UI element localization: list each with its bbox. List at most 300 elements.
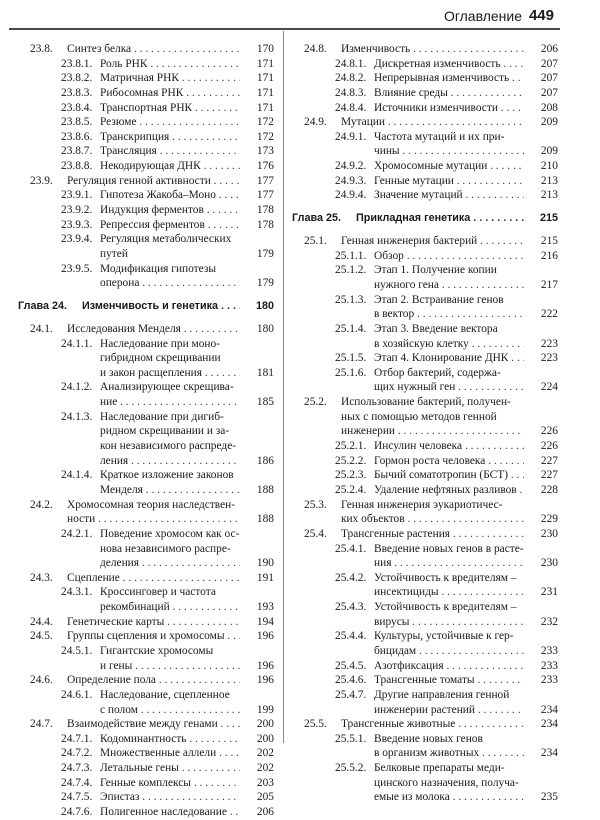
toc-entry-page: 199 xyxy=(244,703,274,717)
toc-entry-title: ние . . . xyxy=(100,395,240,409)
toc-chapter-entry xyxy=(292,203,558,234)
toc-entry-title: оперона . . . xyxy=(100,276,240,290)
toc-entry xyxy=(292,512,558,527)
toc-entry xyxy=(292,174,558,189)
toc-entry xyxy=(18,732,274,747)
toc-entry xyxy=(18,703,274,718)
toc-entry xyxy=(292,571,558,586)
toc-entry-number: 25.4.1. xyxy=(335,542,367,555)
toc-entry xyxy=(18,203,274,218)
toc-entry-title: цинского назначения, получа- xyxy=(374,776,519,789)
toc-entry-page: 207 xyxy=(528,71,558,85)
toc-entry-title: чины . . . xyxy=(374,144,524,158)
toc-entry-page: 188 xyxy=(244,512,274,526)
toc-entry xyxy=(292,278,558,293)
toc-entry-title: Этап 2. Встраивание генов xyxy=(374,293,504,306)
toc-entry xyxy=(18,42,274,57)
toc-entry-title: Азотфиксация . . . xyxy=(374,659,524,673)
toc-entry xyxy=(18,439,274,454)
toc-entry-title: инсектициды . . . xyxy=(374,585,524,599)
toc-entry xyxy=(292,380,558,395)
toc-entry-title: Анализирующее скрещива- xyxy=(100,381,234,394)
toc-entry-page: 215 xyxy=(528,234,558,248)
toc-entry-page: 235 xyxy=(528,790,558,804)
toc-entry-number: 25.5.1. xyxy=(335,732,367,745)
toc-entry-title: Модификация гипотезы xyxy=(100,262,217,275)
toc-entry xyxy=(292,86,558,101)
toc-entry-page: 188 xyxy=(244,483,274,497)
toc-entry xyxy=(18,776,274,791)
toc-entry xyxy=(18,57,274,72)
toc-entry-number: 24.8.1. xyxy=(335,57,367,70)
toc-entry-title: Регуляция метаболических xyxy=(100,233,232,246)
toc-entry-number: 23.9.1. xyxy=(61,189,93,202)
toc-entry xyxy=(292,732,558,747)
toc-entry xyxy=(18,629,274,644)
toc-entry-title: Транскрипция . . . xyxy=(100,130,240,144)
toc-entry xyxy=(18,454,274,469)
toc-entry-number: 24.9.2. xyxy=(335,160,367,173)
toc-entry-number: 25.2.2. xyxy=(335,454,367,467)
toc-entry-number: 23.9.5. xyxy=(61,262,93,275)
toc-entry-title: щих нужный ген . . . xyxy=(374,380,524,394)
toc-entry-title: Кроссинговер и частота xyxy=(100,586,216,599)
toc-entry-page: 191 xyxy=(244,571,274,585)
toc-entry xyxy=(292,688,558,703)
toc-entry-page: 227 xyxy=(528,454,558,468)
toc-entry-number: 24.7.1. xyxy=(61,732,93,745)
toc-entry xyxy=(18,659,274,674)
toc-entry xyxy=(18,337,274,352)
toc-entry xyxy=(18,483,274,498)
toc-entry-page: 206 xyxy=(528,42,558,56)
toc-entry-number: 24.8.3. xyxy=(335,86,367,99)
toc-entry-page: 232 xyxy=(528,615,558,629)
toc-entry xyxy=(18,101,274,116)
toc-entry-title: Наследование, сцепленное xyxy=(100,688,230,701)
toc-entry-number: 24.7.2. xyxy=(61,747,93,760)
toc-entry xyxy=(292,337,558,352)
toc-entry-page: 179 xyxy=(244,276,274,290)
toc-entry-title: Трансгенные томаты . . . xyxy=(374,673,524,687)
toc-entry-number: 25.3. xyxy=(304,498,327,511)
toc-entry xyxy=(292,395,558,410)
toc-entry-number: 24.3.1. xyxy=(61,586,93,599)
toc-entry xyxy=(18,468,274,483)
toc-entry-title: Эпистаз . . . xyxy=(100,790,240,804)
toc-entry-number: 24.9.3. xyxy=(335,174,367,187)
toc-entry-page: 226 xyxy=(528,439,558,453)
toc-entry-title: Гигантские хромосомы xyxy=(100,644,214,657)
toc-entry-title: Синтез белка . . . xyxy=(67,42,240,56)
toc-entry xyxy=(292,424,558,439)
toc-entry-page: 209 xyxy=(528,144,558,158)
toc-entry-page: 172 xyxy=(244,130,274,144)
toc-entry-title: Бычий соматотропин (БСТ) . . . xyxy=(374,468,524,482)
toc-entry-title: Трансгенные животные . . . xyxy=(341,717,524,731)
toc-entry-number: 25.4.5. xyxy=(335,659,367,672)
toc-entry-page: 216 xyxy=(528,249,558,263)
toc-entry-page: 234 xyxy=(528,703,558,717)
toc-entry-title: Изменчивость и генетика . . . xyxy=(82,299,240,313)
toc-entry xyxy=(292,410,558,425)
toc-entry xyxy=(18,86,274,101)
toc-entry-page: 180 xyxy=(244,322,274,336)
toc-entry xyxy=(18,805,274,820)
toc-entry-page: 229 xyxy=(528,512,558,526)
toc-entry xyxy=(292,130,558,145)
toc-entry xyxy=(292,159,558,174)
toc-entry xyxy=(292,307,558,322)
toc-entry-title: Краткое изложение законов xyxy=(100,469,234,482)
toc-entry-page: 193 xyxy=(244,600,274,614)
toc-entry-page: 208 xyxy=(528,101,558,115)
toc-entry-number: 25.1.6. xyxy=(335,366,367,379)
toc-entry-number: 24.7.5. xyxy=(61,791,93,804)
toc-entry-page: 179 xyxy=(244,247,274,261)
toc-entry-title: путей xyxy=(100,247,128,260)
toc-entry-number: 25.2.4. xyxy=(335,483,367,496)
toc-entry-number: 23.8.2. xyxy=(61,72,93,85)
toc-entry-title: ления . . . xyxy=(100,454,240,468)
toc-entry xyxy=(18,571,274,586)
toc-entry-number: 25.1.2. xyxy=(335,264,367,277)
toc-entry-number: 24.2. xyxy=(30,498,53,511)
toc-entry-number: 24.7.4. xyxy=(61,776,93,789)
toc-entry xyxy=(18,218,274,233)
toc-entry xyxy=(292,673,558,688)
toc-entry-number: 25.1.1. xyxy=(335,249,367,262)
toc-entry xyxy=(18,262,274,277)
toc-entry-title: Гормон роста человека . . . xyxy=(374,454,524,468)
toc-entry xyxy=(292,746,558,761)
toc-entry-title: и гены . . . xyxy=(100,659,240,673)
toc-entry-page: 234 xyxy=(528,717,558,731)
toc-entry-title: Регуляция генной активности . . . xyxy=(67,174,240,188)
toc-entry xyxy=(292,615,558,630)
toc-entry-page: 230 xyxy=(528,556,558,570)
toc-entry xyxy=(18,527,274,542)
toc-entry-title: Этап 1. Получение копии xyxy=(374,264,497,277)
toc-entry-page: 181 xyxy=(244,366,274,380)
toc-entry-page: 171 xyxy=(244,101,274,115)
toc-entry xyxy=(292,703,558,718)
toc-right-column xyxy=(292,42,558,805)
toc-entry-page: 202 xyxy=(244,746,274,760)
toc-entry xyxy=(18,498,274,513)
toc-entry xyxy=(18,746,274,761)
toc-entry-number: 25.2.1. xyxy=(335,440,367,453)
toc-entry-title: Непрерывная изменчивость . . . xyxy=(374,71,524,85)
toc-entry-page: 222 xyxy=(528,307,558,321)
toc-entry-page: 223 xyxy=(528,337,558,351)
toc-entry-title: в организм животных . . . xyxy=(374,746,524,760)
toc-entry-number: 23.9.2. xyxy=(61,204,93,217)
toc-entry xyxy=(18,351,274,366)
toc-entry-page: 185 xyxy=(244,395,274,409)
toc-entry xyxy=(18,144,274,159)
toc-entry-page: 215 xyxy=(528,211,558,225)
toc-entry xyxy=(292,351,558,366)
toc-entry-title: Устойчивость к вредителям – xyxy=(374,601,517,614)
toc-entry-number: 23.8. xyxy=(30,43,53,55)
toc-entry-title: Группы сцепления и хромосомы . . . xyxy=(67,629,240,643)
toc-entry-number: 25.4. xyxy=(304,527,327,540)
toc-entry xyxy=(292,483,558,498)
toc-entry-number: 25.5. xyxy=(304,718,327,731)
toc-entry-number: 23.8.7. xyxy=(61,145,93,158)
toc-entry-page: 177 xyxy=(244,188,274,202)
toc-entry-title: емые из молока . . . xyxy=(374,790,524,804)
toc-entry-title: Гипотеза Жакоба–Моно . . . xyxy=(100,188,240,202)
toc-entry-page: 233 xyxy=(528,644,558,658)
toc-entry-page: 171 xyxy=(244,71,274,85)
toc-entry-title: Рибосомная РНК . . . xyxy=(100,86,240,100)
toc-entry-title: Транспортная РНК . . . xyxy=(100,101,240,115)
toc-entry-title: ния . . . xyxy=(374,556,524,570)
toc-entry-title: Прикладная генетика . . . xyxy=(356,211,524,225)
toc-entry-title: Значение мутаций . . . xyxy=(374,188,524,202)
toc-entry-title: Матричная РНК . . . xyxy=(100,71,240,85)
toc-entry xyxy=(292,144,558,159)
toc-entry-title: нова независимого распре- xyxy=(100,542,231,555)
toc-entry xyxy=(292,249,558,264)
toc-entry-page: 224 xyxy=(528,380,558,394)
toc-entry-number: 25.2. xyxy=(304,396,327,409)
toc-entry-title: в хозяйскую клетку . . . xyxy=(374,337,524,351)
toc-entry xyxy=(292,600,558,615)
toc-entry-title: Исследования Менделя . . . xyxy=(67,322,240,336)
toc-entry-page: 203 xyxy=(244,776,274,790)
toc-entry-number: 24.7. xyxy=(30,718,53,731)
toc-entry-page: 231 xyxy=(528,585,558,599)
toc-entry-title: Введение новых генов в расте- xyxy=(374,542,524,555)
toc-entry-title: деления . . . xyxy=(100,556,240,570)
toc-entry-page: 178 xyxy=(244,218,274,232)
toc-entry-page: 170 xyxy=(244,42,274,56)
toc-entry-page: 207 xyxy=(528,86,558,100)
toc-entry-page: 200 xyxy=(244,717,274,731)
toc-entry-number: 25.4.4. xyxy=(335,630,367,643)
toc-entry-number: 25.4.3. xyxy=(335,601,367,614)
toc-entry xyxy=(18,600,274,615)
toc-entry-title: Наследование при моно- xyxy=(100,337,221,350)
toc-entry-number: 24.8.2. xyxy=(335,72,367,85)
toc-entry-page: 196 xyxy=(244,659,274,673)
toc-entry xyxy=(292,527,558,542)
toc-entry-title: кон независимого распреде- xyxy=(100,440,237,453)
toc-entry xyxy=(18,322,274,337)
toc-entry xyxy=(292,468,558,483)
toc-entry-title: Наследование при дигиб- xyxy=(100,410,224,423)
toc-entry-page: 180 xyxy=(244,299,274,313)
toc-entry-title: Поведение хромосом как ос- xyxy=(100,527,240,540)
toc-entry-title: Инсулин человека . . . xyxy=(374,439,524,453)
toc-entry-title: и закон расщепления . . . xyxy=(100,366,240,380)
toc-entry-page: 173 xyxy=(244,144,274,158)
toc-entry xyxy=(18,673,274,688)
toc-entry-page: 176 xyxy=(244,159,274,173)
toc-entry-page: 178 xyxy=(244,203,274,217)
toc-entry-number: 25.4.2. xyxy=(335,571,367,584)
toc-entry-number: 25.1.4. xyxy=(335,322,367,335)
toc-entry-page: 200 xyxy=(244,732,274,746)
toc-entry xyxy=(292,790,558,805)
toc-entry-title: Летальные гены . . . xyxy=(100,761,240,775)
toc-entry xyxy=(18,159,274,174)
toc-entry xyxy=(292,556,558,571)
toc-entry-title: инженерии . . . xyxy=(341,424,524,438)
toc-entry-number: 24.8. xyxy=(304,43,327,55)
toc-entry-number: 23.8.6. xyxy=(61,130,93,143)
toc-entry-number: 24.1. xyxy=(30,322,53,335)
toc-entry xyxy=(292,188,558,203)
toc-entry-page: 213 xyxy=(528,174,558,188)
toc-entry-number: 23.8.3. xyxy=(61,86,93,99)
toc-entry xyxy=(292,57,558,72)
toc-entry xyxy=(18,410,274,425)
toc-entry xyxy=(18,395,274,410)
toc-entry-number: 23.9.4. xyxy=(61,233,93,246)
toc-entry-title: Дискретная изменчивость . . . xyxy=(374,57,524,71)
toc-entry-number: 25.1.5. xyxy=(335,352,367,365)
toc-entry xyxy=(292,42,558,57)
toc-entry-number: 24.2.1. xyxy=(61,527,93,540)
toc-entry-title: Резюме . . . xyxy=(100,115,240,129)
toc-entry-page: 190 xyxy=(244,556,274,570)
toc-entry-number: 24.6. xyxy=(30,674,53,687)
toc-entry-title: Источники изменчивости . . . xyxy=(374,101,524,115)
toc-entry-page: 233 xyxy=(528,673,558,687)
toc-entry-page: 213 xyxy=(528,188,558,202)
toc-entry-title: вирусы . . . xyxy=(374,615,524,629)
toc-entry-number: 24.5. xyxy=(30,630,53,643)
toc-entry-page: 206 xyxy=(244,805,274,819)
toc-entry xyxy=(18,424,274,439)
toc-entry xyxy=(18,542,274,557)
toc-entry xyxy=(292,659,558,674)
toc-entry xyxy=(292,761,558,776)
toc-entry-title: ридном скрещивании и за- xyxy=(100,425,230,438)
toc-entry-number: 24.8.4. xyxy=(335,101,367,114)
toc-entry-page: 177 xyxy=(244,174,274,188)
toc-entry-title: Трансгенные растения . . . xyxy=(341,527,524,541)
toc-entry-title: Генная инженерия бактерий . . . xyxy=(341,234,524,248)
toc-entry-number: 23.8.8. xyxy=(61,160,93,173)
toc-entry-page: 194 xyxy=(244,615,274,629)
toc-entry-title: Хромосомные мутации . . . xyxy=(374,159,524,173)
toc-entry-title: рекомбинаций . . . xyxy=(100,600,240,614)
toc-entry xyxy=(18,761,274,776)
toc-entry xyxy=(18,380,274,395)
toc-entry-number: 25.1.3. xyxy=(335,293,367,306)
toc-entry-title: Множественные аллели . . . xyxy=(100,746,240,760)
toc-entry xyxy=(292,776,558,791)
toc-entry-page: 209 xyxy=(528,115,558,129)
toc-entry-page: 227 xyxy=(528,468,558,482)
toc-entry-title: инженерии растений . . . xyxy=(374,703,524,717)
toc-entry-title: Отбор бактерий, содержа- xyxy=(374,366,501,379)
toc-entry-title: Взаимодействие между генами . . . xyxy=(67,717,240,731)
toc-entry-title: Частота мутаций и их при- xyxy=(374,130,505,143)
toc-entry xyxy=(18,366,274,381)
toc-entry-title: Репрессия ферментов . . . xyxy=(100,218,240,232)
toc-entry-title: Трансляция . . . xyxy=(100,144,240,158)
toc-entry xyxy=(18,174,274,189)
toc-entry-title: Использование бактерий, получен- xyxy=(341,396,511,409)
toc-entry-title: Изменчивость . . . xyxy=(341,42,524,56)
toc-entry-number: 24.7.3. xyxy=(61,762,93,775)
page-number: 449 xyxy=(528,7,554,24)
toc-entry-page: 233 xyxy=(528,659,558,673)
toc-entry-number: Глава 24. xyxy=(18,299,67,312)
toc-entry-title: Введение новых генов xyxy=(374,732,483,745)
toc-entry xyxy=(292,454,558,469)
header-rule xyxy=(9,28,560,30)
toc-entry-number: 23.8.1. xyxy=(61,57,93,70)
toc-entry xyxy=(18,512,274,527)
toc-entry-number: 24.9.4. xyxy=(335,189,367,202)
toc-chapter-entry xyxy=(18,291,274,322)
toc-entry-title: Устойчивость к вредителям – xyxy=(374,571,517,584)
toc-entry-page: 228 xyxy=(528,483,558,497)
toc-entry-number: 24.1.3. xyxy=(61,410,93,423)
toc-entry-page: 230 xyxy=(528,527,558,541)
toc-entry xyxy=(18,130,274,145)
toc-entry xyxy=(18,247,274,262)
toc-entry xyxy=(18,688,274,703)
toc-entry-title: Другие направления генной xyxy=(374,688,510,701)
toc-entry xyxy=(18,790,274,805)
toc-entry-number: 25.2.3. xyxy=(335,469,367,482)
toc-entry-number: 25.4.6. xyxy=(335,674,367,687)
toc-entry-number: 23.8.5. xyxy=(61,116,93,129)
toc-entry-number: 23.8.4. xyxy=(61,101,93,114)
toc-entry-page: 196 xyxy=(244,673,274,687)
toc-entry-page: 196 xyxy=(244,629,274,643)
toc-entry-title: Генные мутации . . . xyxy=(374,174,524,188)
toc-entry-page: 186 xyxy=(244,454,274,468)
toc-entry-number: 25.5.2. xyxy=(335,762,367,775)
toc-entry-title: Этап 4. Клонирование ДНК . . . xyxy=(374,351,524,365)
toc-entry-title: Некодирующая ДНК . . . xyxy=(100,159,240,173)
toc-entry-title: Полигенное наследование . . . xyxy=(100,805,240,819)
toc-entry xyxy=(292,366,558,381)
toc-entry-title: Менделя . . . xyxy=(100,483,240,497)
toc-entry xyxy=(292,71,558,86)
toc-entry-number: 24.9. xyxy=(304,116,327,129)
toc-entry-number: 24.9.1. xyxy=(335,130,367,143)
toc-entry xyxy=(18,717,274,732)
toc-entry xyxy=(18,115,274,130)
toc-entry-title: Роль РНК . . . xyxy=(100,57,240,71)
toc-entry-number: 24.1.1. xyxy=(61,337,93,350)
toc-entry-title: Индукция ферментов . . . xyxy=(100,203,240,217)
toc-entry-title: Определение пола . . . xyxy=(67,673,240,687)
toc-entry-title: ких объектов . . . xyxy=(341,512,524,526)
toc-entry-page: 171 xyxy=(244,57,274,71)
toc-entry-title: бицидам . . . xyxy=(374,644,524,658)
toc-entry-title: Хромосомная теория наследствен- xyxy=(67,498,236,511)
toc-entry xyxy=(18,71,274,86)
toc-entry xyxy=(292,644,558,659)
toc-entry-number: 23.9.3. xyxy=(61,218,93,231)
toc-entry xyxy=(18,644,274,659)
toc-entry xyxy=(292,498,558,513)
toc-entry-number: 24.1.4. xyxy=(61,469,93,482)
toc-entry-page: 217 xyxy=(528,278,558,292)
toc-entry-number: 25.4.7. xyxy=(335,688,367,701)
